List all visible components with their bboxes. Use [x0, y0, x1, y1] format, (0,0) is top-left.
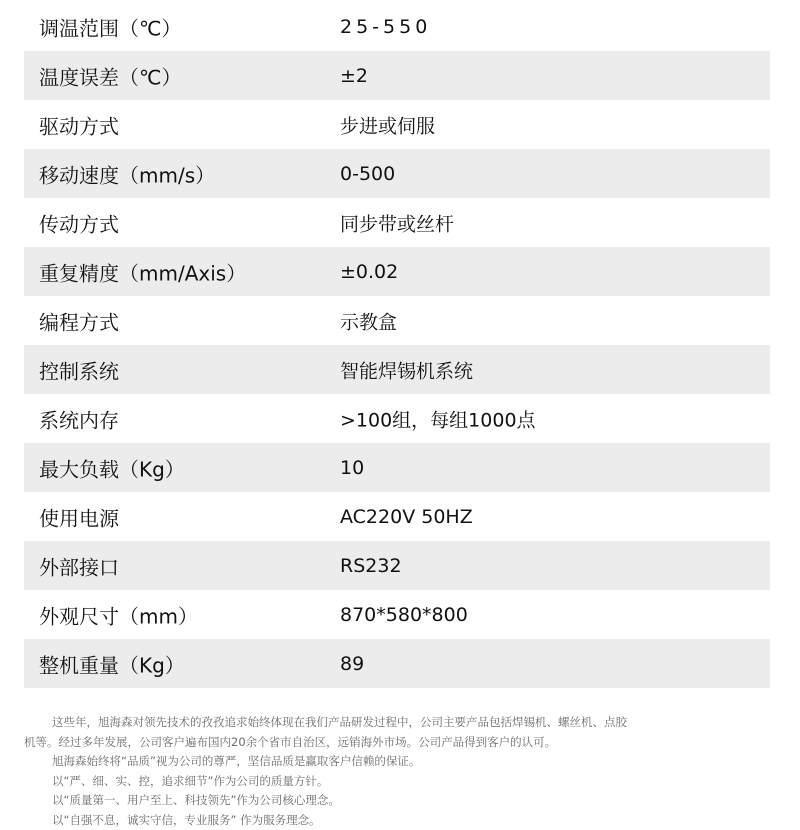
- spec-row-control: [24, 345, 770, 394]
- spec-label: 驱动方式: [39, 110, 119, 139]
- spec-label: 外部接口: [39, 551, 119, 580]
- spec-label: 最大负载（Kg）: [39, 453, 185, 482]
- spec-label: 使用电源: [39, 502, 119, 531]
- spec-label: 编程方式: [39, 306, 119, 335]
- spec-label: 移动速度（mm/s）: [39, 159, 215, 188]
- spec-value: 智能焊锡机系统: [340, 356, 473, 383]
- spec-label: 重复精度（mm/Axis）: [39, 257, 246, 286]
- spec-value: 同步带或丝杆: [340, 209, 454, 236]
- spec-label: 整机重量（Kg）: [39, 649, 185, 678]
- spec-value: 870*580*800: [340, 604, 468, 626]
- spec-row-precision: [24, 247, 770, 296]
- spec-label: 温度误差（℃）: [39, 61, 181, 90]
- spec-table: [24, 2, 770, 688]
- spec-label: 外观尺寸（mm）: [39, 600, 198, 629]
- spec-row-temp-range: [24, 2, 770, 51]
- intro-line: 以“严、细、实、控，追求细节”作为公司的质量方针。: [0, 772, 800, 792]
- spec-value: RS232: [340, 555, 402, 577]
- spec-row-interface: [24, 541, 770, 590]
- spec-value: 步进或伺服: [340, 111, 435, 138]
- spec-row-temp-error: [24, 51, 770, 100]
- intro-line: 机等。经过多年发展，公司客户遍布国内20余个省市自治区，远销海外市场。公司产品得到客户的认可。: [0, 733, 800, 753]
- spec-value: 89: [340, 653, 364, 675]
- intro-line: 以“质量第一、用户至上、科技领先”作为公司核心理念。: [0, 791, 800, 811]
- spec-row-speed: [24, 149, 770, 198]
- spec-row-drive: [24, 100, 770, 149]
- spec-label: 调温范围（℃）: [39, 12, 181, 41]
- spec-label: 系统内存: [39, 404, 119, 433]
- spec-value: 10: [340, 457, 364, 479]
- spec-value: ±2: [340, 65, 368, 87]
- spec-label: 传动方式: [39, 208, 119, 237]
- spec-row-transmission: [24, 198, 770, 247]
- spec-value: ±0.02: [340, 261, 398, 283]
- company-intro: [0, 713, 800, 830]
- spec-row-max-load: [24, 443, 770, 492]
- spec-row-dimensions: [24, 590, 770, 639]
- intro-line: 这些年，旭海森对领先技术的孜孜追求始终体现在我们产品研发过程中，公司主要产品包括焊锡机、螺丝机、点胶: [0, 713, 800, 733]
- intro-line: 旭海森始终将“品质”视为公司的尊严，坚信品质是赢取客户信赖的保证。: [0, 752, 800, 772]
- spec-row-memory: [24, 394, 770, 443]
- spec-value: >100组，每组1000点: [340, 405, 536, 432]
- spec-label: 控制系统: [39, 355, 119, 384]
- spec-row-programming: [24, 296, 770, 345]
- spec-value: 0-500: [340, 163, 395, 185]
- spec-row-weight: [24, 639, 770, 688]
- intro-line: 以“自强不息，诚实守信，专业服务” 作为服务理念。: [0, 811, 800, 830]
- spec-value: 25-550: [340, 16, 431, 38]
- spec-value: AC220V 50HZ: [340, 506, 473, 528]
- spec-value: 示教盒: [340, 307, 397, 334]
- spec-row-power: [24, 492, 770, 541]
